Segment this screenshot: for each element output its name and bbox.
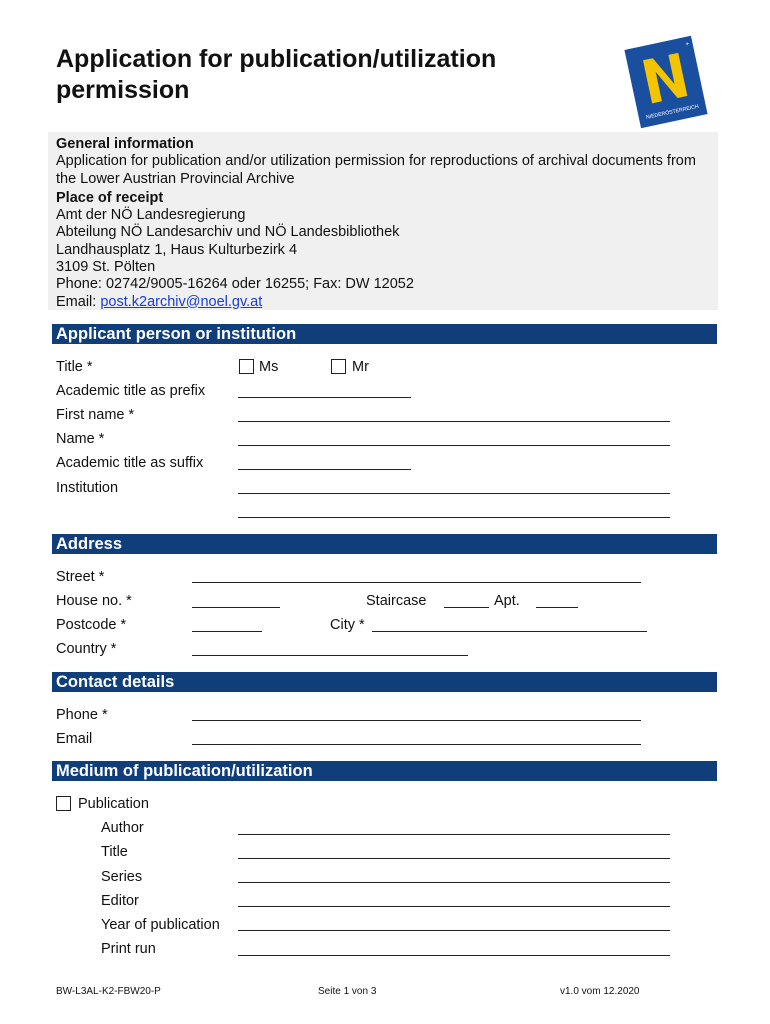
staircase-field[interactable] <box>444 607 489 608</box>
author-label: Author <box>101 820 144 836</box>
house-no-label: House no. * <box>56 593 132 609</box>
print-run-label: Print run <box>101 941 156 957</box>
ms-label: Ms <box>259 359 279 375</box>
city-label: City * <box>330 617 365 633</box>
email-label: Email: <box>56 293 101 310</box>
editor-label: Editor <box>101 893 139 909</box>
year-label: Year of publication <box>101 917 220 933</box>
section-address: Address <box>52 534 717 554</box>
first-name-field[interactable] <box>238 421 670 422</box>
prefix-label: Academic title as prefix <box>56 383 206 399</box>
country-label: Country * <box>56 641 117 657</box>
postcode-field[interactable] <box>192 631 262 632</box>
footer-page-number: Seite 1 von 3 <box>318 986 377 997</box>
staircase-label: Staircase <box>366 593 427 609</box>
institution-field-2[interactable] <box>238 517 670 518</box>
page-title: Application for publication/utilization permission <box>56 45 497 104</box>
street-label: Street * <box>56 569 105 585</box>
prefix-field[interactable] <box>238 397 411 398</box>
address-line: Landhausplatz 1, Haus Kulturbezirk 4 <box>56 241 298 258</box>
street-field[interactable] <box>192 582 641 583</box>
footer-form-code: BW-L3AL-K2-FBW20-P <box>56 986 161 997</box>
institution-field[interactable] <box>238 493 670 494</box>
apt-field[interactable] <box>536 607 578 608</box>
suffix-field[interactable] <box>238 469 411 470</box>
series-field[interactable] <box>238 882 670 883</box>
address-line: Amt der NÖ Landesregierung <box>56 207 246 224</box>
series-label: Series <box>101 869 143 885</box>
section-applicant: Applicant person or institution <box>52 324 717 344</box>
section-medium: Medium of publication/utilization <box>52 761 717 781</box>
name-label: Name * <box>56 431 105 447</box>
print-run-field[interactable] <box>238 955 670 956</box>
house-no-field[interactable] <box>192 607 280 608</box>
contact-email-label: Email <box>56 731 93 747</box>
contact-email-field[interactable] <box>192 744 641 745</box>
name-field[interactable] <box>238 445 670 446</box>
place-of-receipt-heading: Place of receipt <box>56 189 164 206</box>
section-contact: Contact details <box>52 672 717 692</box>
publication-label: Publication <box>78 796 149 812</box>
pub-title-label: Title <box>101 844 128 860</box>
general-info-description: Application for publication and/or utilization permission for reproductions of archival documents from the Lower Austrian Provincial Archive <box>56 153 696 187</box>
checkbox-ms[interactable] <box>239 359 254 374</box>
mr-label: Mr <box>352 359 369 375</box>
email-line <box>56 294 716 311</box>
first-name-label: First name * <box>56 407 135 423</box>
country-field[interactable] <box>192 655 468 656</box>
author-field[interactable] <box>238 834 670 835</box>
city-field[interactable] <box>372 631 647 632</box>
address-line: Phone: 02742/9005-16264 oder 16255; Fax: DW 12052 <box>56 276 414 293</box>
year-field[interactable] <box>238 930 670 931</box>
email-link[interactable]: post.k2archiv@noel.gv.at <box>100 293 263 310</box>
footer-version: v1.0 vom 12.2020 <box>560 986 640 997</box>
general-info-heading: General information <box>56 136 194 152</box>
postcode-label: Postcode * <box>56 617 127 633</box>
phone-label: Phone * <box>56 707 108 723</box>
phone-field[interactable] <box>192 720 641 721</box>
address-line: Abteilung NÖ Landesarchiv und NÖ Landesbibliothek <box>56 224 400 241</box>
general-info <box>56 136 716 311</box>
svg-text:+: + <box>685 41 690 49</box>
noe-logo <box>622 34 710 130</box>
apt-label: Apt. <box>494 593 520 609</box>
title-label: Title * <box>56 359 93 375</box>
checkbox-mr[interactable] <box>331 359 346 374</box>
editor-field[interactable] <box>238 906 670 907</box>
suffix-label: Academic title as suffix <box>56 455 204 471</box>
checkbox-publication[interactable] <box>56 796 71 811</box>
institution-label: Institution <box>56 480 119 496</box>
logo-text: NIEDERÖSTERREICH <box>645 103 700 121</box>
pub-title-field[interactable] <box>238 858 670 859</box>
address-line: 3109 St. Pölten <box>56 259 156 276</box>
